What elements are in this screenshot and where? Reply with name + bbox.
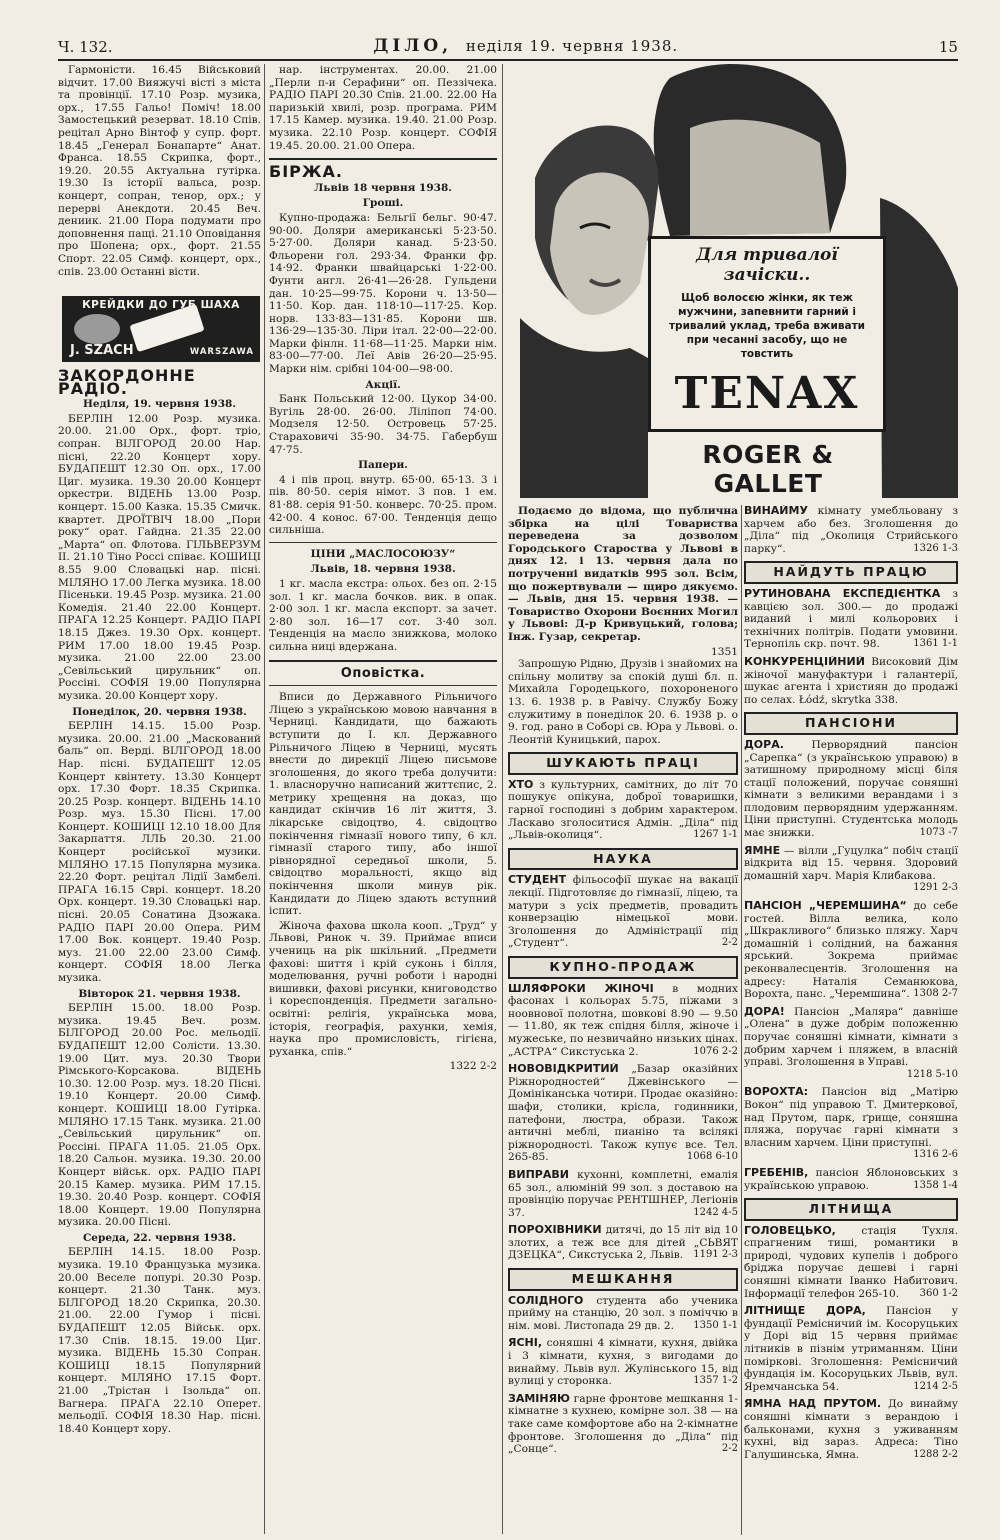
classified-item: ГОЛОВЕЦЬКО, стація Тухля. спрагненим тиші, романтики в природі, чудових купелів і доброго бріджа поручає дешеві і гарні соняшні кімнати Іванко Набитович. Інформації телефон 265-10. 360 1-2: [744, 1224, 958, 1300]
radio-day-text: БЕРЛІН 15.00. 18.00 Розр. музика. 19.45 Веч. розм. БІЛГОРОД 20.00 Рос. мельодії. БУДАПЕШТ 12.00 Солісти. 13.30. 19.00 Цит. муз. 20.30 Твори Рімського-Корсакова. ВІДЕНЬ 10.30. 12.00 Розр. муз. 18.20 Пісні. 19.10 Концерт. 20.00 Симф. концерт. КОШИЦІ 18.00 Гутірка. МІЛЯНО 17.15 Танк. музика. 21.00 „Севільський цирульник“ оп. Россіні. ПРАГА 11.05. 21.05 Орх. 18.20 Сальон. музика. 19.30. 20.00 Концерт військ. орх. РАДІО ПАРІ 20.15 Камер. музика. РИМ 17.15. 19.30. 20.40 Розр. концерт. СОФІЯ 18.00 Концерт. 19.00 Популярна музика. 20.00 Пісні.: [58, 1002, 261, 1229]
tenax-maker: ROGER & GALLET: [702, 440, 834, 498]
notice-school: Жіноча фахова школа кооп. „Труд“ у Львові, Ринок ч. 39. Приймає вписи учениць на рік шкільний. „Предмети фахові: шиття і крій суконь і білля, моделювання, ручні роботи і народні вишивки, фахові рисунки, книговодство і кореспонденція. Предмети загально-освітні: релігія, українська мова, історія, географія, рахунки, хемія, наука про промисловість, гігієна, руханка, спів.“: [269, 919, 497, 1058]
column-classifieds-right: [744, 505, 958, 1535]
tenax-brand: TENAX: [674, 368, 860, 419]
radio-day-title: Неділя, 19. червня 1938.: [83, 398, 236, 411]
classified-item: ЯСНІ, соняшні 4 кімнати, кухня, двійка і 3 кімнати, кухня, з вигодами до винайму. Львів вул. Жулінського 15, від вулиці у сторонка. 1357 1-2: [508, 1337, 738, 1388]
divider: [269, 542, 497, 543]
radio-continuation: нар. інструментах. 20.00. 21.00 „Перли п-и Серафини“ оп. Пеззічека. РАДІО ПАРІ 20.30 Спів. 21.00. 22.00 На паризькій хвилі, розр. програма. РИМ 17.15 Камер. музика. 19.40. 21.00 Розр. музика. 22.10 Розр. концерт. СОФІЯ 19.45. 20.00. 21.00 Опера.: [269, 64, 497, 152]
classified-item: ПОРОХІВНИКИ дитячі, до 15 літ від 10 злотих, а теж все для дітей „СЬВЯТ ДЗЕЦКА“, Сикстуська 2, Львів. 1191 2-3: [508, 1224, 738, 1262]
money-title: Гроші.: [362, 197, 404, 210]
header-summer: ЛІТНИЩА: [744, 1198, 958, 1221]
classified-item: НОВОВІДКРИТИЙ „Базар оказійних Ріжнородностей“ Джевінського — Домініканська чотири. Продає оказійно: шафи, столики, крісла, годинники, патефони, люстра, образи. Також античні меблі, пианіно та всілякі ріжнородності. Також купує все. Тел. 265-85. 1068 6-10: [508, 1063, 738, 1164]
divider: [269, 158, 497, 160]
classified-item: СТУДЕНТ фільософії шукає на вакації лекції. Підготовляє до гімназії, ліцею, та матури з усіх предметів, провадить конверзацію німецької мови. Зголошення до Адміністрації під „Студент“. 2-2: [508, 874, 738, 950]
header-pensions: ПАНСІОНИ: [744, 712, 958, 735]
money-text: Купно-продажа: Бельгії бельг. 90·47. 90·00. Доляри американські 5·23·50. 5·27·00. Доляри канад. 5·23·50. Фльорени гол. 293·34. Франки фр. 14·92. Франки швайцарські 1·22·00. Фунти англ. 26·41—26·28. Гульдени дан. 10·25—99·75. Корони ч. 13·50—11·50. Кор. дан. 118·10—117·25. Кор. норв. 133·83—131·85. Корони шв. 136·29—135·30. Ліри італ. 22·00—22·00. Марки фінлн. 11·68—11·25. Марки нім. 83·00—77·00. Леї Авів 26·20—25·95. Марки нім. срібні 104·00—98·00.: [269, 211, 497, 376]
stocks-title: Акції.: [365, 378, 401, 391]
classified-item: ЯМНА НАД ПРУТОМ. До винайму соняшні кімнати з верандою і бальконами, кухня з уживанням кухні, від зараз. Адреса: Тіно Галушинська, Ямна. 1288 2-2: [744, 1398, 958, 1461]
classified-item: ХТО з культурних, самітних, до літ 70 пошукує опікуна, доброї товаришки, гарної господині з добрим характером. Ласкаво зголоситися Адмін. „Діла“ під „Львів-околиця“. 1267 1-1: [508, 778, 738, 842]
lipstick-ad-brand: J. SZACH: [70, 343, 134, 358]
lipstick-ad: [62, 296, 260, 362]
lipstick-ad-city: WARSZAWA: [189, 347, 254, 357]
notice-ref: 1322 2-2: [449, 1060, 497, 1073]
page-number: 15: [938, 38, 958, 56]
opening-notice: Подаємо до відома, що публична збірка на цілі Товариства переведена за дозволом Городського Староства у Львові в днях 12. і 13. червня дала по потрученні видатків 995 зол. Всім, що пожертвували — щиро дякуємо. — Львів, дня 15. червня 1938. — Товариство Охорони Воєнних Могил у Львові: Д-р Кривуцький, голова; Інж. Гузар, секретар.: [508, 505, 738, 643]
classified-item: ШЛЯФРОКИ ЖІНОЧІ в модних фасонах і кольорах 5.75, піжами з ноовнової полотна, шовкові 8.90 — 9.50 — 11.80, як теж спідня білля, жіноче і мужеське, по незвичайно низьких цінах. „АСТРА“ Сикстуська 2. 1076 2-2: [508, 982, 738, 1058]
classified-item: ВИНАЙМУ кімнату умебльовану з харчем або без. Зголошення до „Діла“ під „Околиця Стрийського парку“. 1326 1-3: [744, 505, 958, 555]
header-find-work: НАЙДУТЬ ПРАЦЮ: [744, 561, 958, 584]
papers-text: 4 і пів проц. внутр. 65·00. 65·13. 3 і пів. 80·50. серія німот. 3 пов. 1 ем. 81·88. серія 91·50. конверс. 70·25. пром. 42·00. 4 конос. 67·00. Тенденція дещо сильніша.: [269, 473, 497, 537]
classified-item: КОНКУРЕНЦІЙНИЙ Високовий Дім жіночої мануфактури і галантерії, шукає агента і християн до продажі по селах. Łódź, skrytka 338.: [744, 655, 958, 706]
lipstick-tube-icon: [129, 304, 204, 352]
memorial-notice: Запрошую Рідню, Друзів і знайомих на спільну молитву за спокій душі бл. п. Михайла Городецького, похороненого 13. 6. 1938 р. в Равічу. Службу Божу служитиму в понеділок 20. 6. 1938 р. о 9. год. рано в Соборі св. Юра у Львові. о. Леонтій Куницький, парох.: [508, 658, 738, 746]
foreign-radio-title: ЗАКОРДОННЕ РАДІО.: [58, 366, 196, 398]
radio-day-text: БЕРЛІН 14.15. 15.00 Розр. музика. 20.00. 21.00 „Маскований баль“ оп. Верді. ВІЛГОРОД 18.00 Нар. пісні. БУДАПЕШТ 12.05 Концерт квінтету. 13.30 Концерт орх. 17.30 Форт. 18.35 Скрипка. 20.25 Розр. концерт. ВІДЕНЬ 14.10 Розр. муз. 15.30 Пісні. 17.00 Концерт. КОШИЦІ 12.10 18.00 Для Закарпаття. ЛЛЬ 20.30. 21.00 Концерт російської музики. МІЛЯНО 17.15 Популярна музика. 22.20 Форт. рецітал Лідії Замбелі. ПРАГА 16.15 Сврі. концерт. 18.20 Орх. концерт. 19.30 Словацькі нар. пісні. 20.05 Сонатина Дзожака. РАДІО ПАРІ 20.00 Опера. РИМ 17.00 Вок. концерт. 19.40 Розр. муз. 21.00 22.00 23.00 Симф. концерт. СОФІЯ 18.00 Легка музика.: [58, 720, 261, 984]
classified-item: ПАНСІОН „ЧЕРЕМШИНА“ до себе гостей. Вілла велика, коло „Шкракливого“ близько пляжу. Харч домашній і солідний, на бажання ярський. Зокрема приймає реконвалесцентів. Зголошення на адресу: Наталія Семанюкова, Ворохта, панс. „Черемшина“. 1308 2-7: [744, 900, 958, 1001]
woman-shoulder-icon: [520, 318, 648, 498]
tenax-text: Щоб волосєю жінки, як теж мужчини, запевнити гарний і тривалий уклад, треба вживати при чесанні засобу, що не товстить: [668, 292, 866, 360]
lipstick-ad-headline: КРЕЙДКИ ДО ГУБ ШАХА: [82, 299, 240, 311]
divider: [269, 660, 497, 662]
divider: [269, 685, 497, 686]
prices-title: ЦІНИ „МАСЛОСОЮЗУ“: [310, 547, 456, 560]
masthead: [58, 30, 958, 61]
exchange-date: Львів 18 червня 1938.: [314, 181, 452, 194]
tenax-title: Для тривалої зачіски..: [696, 245, 838, 285]
opening-ref: 1351: [711, 645, 738, 658]
header-trade: КУПНО-ПРОДАЖ: [508, 956, 738, 979]
classified-item: ДОРА. Перворядний пансіон „Сарепка“ (з українською управою) в затишному природному місці біля стації положений, поручає соняшні кімнати з великими верандами і з плодовим перворядним удержанням. Ціни приступні. Студентська молодь має знижки. 1073 -7: [744, 738, 958, 840]
radio-day-text: БЕРЛІН 12.00 Розр. музика. 20.00. 21.00 Орх., форт. тріо, сопран. ВІЛГОРОД 20.00 Нар. пісні, 22.20 Концерт хору. БУДАПЕШТ 12.30 Оп. орх., 17.00 Циг. музика. 19.30 20.00 Концерт оркестри. ВІДЕНЬ 13.00 Розр. концерт. 15.00 Казка. 15.35 Смичк. квартет. ДРОЇТВІЧ 18.00 „Пори року“ орат. Гайдна. 21.35 22.00 „Марта“ оп. Флотова. ГІЛЬВЕРЗУМ II. 21.10 Тіно Россі співає. КОШИЦІ 8.55 9.00 Словацькі нар. пісні. МІЛЯНО 17.00 Легка музика. 18.00 Пісеньки. 19.45 Розр. музика. 21.00 Комедія. 21.40 22.00 Концерт. ПРАГА 12.25 Концерт. РАДІО ПАРІ 18.15 Джез. 19.30 Орх. концерт. РИМ 17.00 18.00 19.45 Розр. музика. 21.00 22.00 23.00 „Севільський цирульник“ оп. Россіні. СОФІЯ 19.00 Популярна музика. 20.00 Концерт хору.: [58, 412, 261, 702]
radio-day-title: Вівторок 21. червня 1938.: [78, 987, 241, 1000]
classified-item: РУТИНОВАНА ЕКСПЕДІЄНТКА з кавцією зол. 300.— до продажі виданий і милі кольорових і технічних політрів. Подати умовини. Тернопіль скр. почт. 98. 1361 1-1: [744, 587, 958, 651]
issue-number: Ч. 132.: [58, 38, 113, 56]
classified-item: СОЛІДНОГО студента або ученика прийму на станцію, 20 зол. з поміччю в нім. мові. Листопада 29 дв. 2. 1350 1-1: [508, 1294, 738, 1332]
man-shoulder-icon: [880, 198, 958, 498]
header-seek-work: ШУКАЮТЬ ПРАЦІ: [508, 752, 738, 775]
masthead-center: [373, 36, 678, 56]
notices-title: Оповістка.: [340, 665, 426, 681]
tenax-text-box: [648, 236, 886, 432]
radio-day-text: БЕРЛІН 14.15. 18.00 Розр. музика. 19.10 Французька музика. 20.00 Веселе попурі. 20.30 Розр. концерт. 21.30 Танк. муз. БІЛГОРОД 18.20 Скрипка, 20.30. 21.00. 22.00 Гумор і пісні. БУДАПЕШТ 12.05 Військ. орх. 17.30 Спів. 18.15. 19.00 Циг. музика. ВІДЕНЬ 15.30 Сопран. КОШИЦІ 18.15 Популярний концерт. МІЛЯНО 17.15 Форт. 21.00 „Трістан і Ізольда“ оп. Вагнера. ПРАГА 22.10 Оперет. мельодії. СОФІЯ 18.30 Нар. пісні. 18.40 Концерт хору.: [58, 1246, 261, 1435]
column-rule: [502, 64, 503, 1534]
header-science: НАУКА: [508, 848, 738, 871]
prices-text: 1 кг. масла екстра: ольох. без оп. 2·15 зол. 1 кг. масла бочков. вик. в опак. 2·00 зол. 1 кг. масла експорт. за зачет. 2·80 зол. 16—17 сот. 3·40 зол. Тенденція на масло знижкова, молоко сильна ниці вдержана.: [269, 577, 497, 653]
classified-item: ДОРА! Пансіон „Маляра“ давніше „Олена“ в дуже добрім положенню поручає соняшні кімнати, кімнати з добрим харчем і пляжем, в власній управі. Зголошення в Управі. 1218 5-10: [744, 1005, 958, 1080]
radio-intro: Гармоністи. 16.45 Військовий відчит. 17.00 Вияжучі вісті з міста та провінції. 17.10 Розр. музика, орх., 17.55 Гальо! Поміч! 18.00 Замостецький резерват. 18.10 Спів. рецітал Арно Вінтоф у супр. форт. 18.45 „Генерал Бонапарте“ Анат. Франса. 18.55 Скрипка, форт., 19.20. 20.55 Актуальна гутірка. 19.30 Із історії вальса, розр. концерт, сопран, тенор, орх.; у перерві Анекдоти. 20.45 Веч. дениик. 21.00 Пора подумати про доповнення пащі. 21.10 Оповідання про Шопена; орх., форт. 21.55 Спорт. 22.05 Симф. концерт, орх., спів. 23.00 Останні вісти.: [58, 64, 261, 278]
column-classifieds-left: [508, 505, 738, 1535]
header-housing: МЕШКАННЯ: [508, 1268, 738, 1291]
classified-item: ГРЕБЕНІВ, пансіон Яблоновських з українською управою. 1358 1-4: [744, 1166, 958, 1192]
papers-title: Папери.: [358, 459, 408, 472]
classified-item: ЛІТНИЩЕ ДОРА, Пансіон у фундації Ремісничий ім. Косоруцьких у Дорі від 15 червня приймає літників в пізнім утриманням. Ціни поміркові. Зголошення: Ремісничий фундація ім. Косоруцьких Львів, вул. Яремчанська 54. 1214 2-5: [744, 1305, 958, 1393]
column-rule: [741, 505, 742, 1535]
woman-face-icon: [550, 173, 649, 315]
classified-item: ВИПРАВИ кухонні, комплетні, емалія 65 зол., алюміній 99 зол. з доставою на провінцію поручає РЕНТШНЕР, Легіонів 37. 1242 4-5: [508, 1168, 738, 1219]
radio-day-title: Понеділок, 20. червня 1938.: [72, 705, 247, 718]
tenax-ad: [520, 58, 958, 498]
issue-date: неділя 19. червня 1938.: [465, 37, 679, 55]
paper-name: ДІЛО,: [373, 36, 453, 56]
column-rule: [264, 64, 265, 1534]
classified-item: ЗАМІНЯЮ гарне фронтове мешкання 1-кімнатне з кухнею, комірне зол. 38 — на таке саме комфортове або на 2-кімнатне фронтове. Зголошення до „Діла“ під „Сонце“. 2-2: [508, 1392, 738, 1456]
column-exchange: [269, 64, 497, 1534]
stocks-text: Банк Польський 12·00. Цукор 34·00. Вугіль 28·00. 26·00. Ліліпоп 74·00. Модзеля 12·50. Островець 57·25. Стараховичі 35·90. 34·75. Габербуш 47·75.: [269, 393, 497, 456]
prices-date: Львів, 18. червня 1938.: [310, 563, 456, 576]
woman-face-icon: [74, 314, 120, 344]
notice-lyceum: Вписи до Державного Рільничого Ліцею з українською мовою навчання в Черниці. Кандидати, що бажають вступити до І. кл. Державного Рільничого Ліцею в Черниці, мусять внести до дирекції Ліцею письмове зголошення, до якого треба долучити: 1. власноручно написаний життєпис, 2. метрику хрещення на доказ, що кандидат скінчив 16 літ життя, 3. лікарське свідоцтво, 4. свідоцтво покінчення гімназії нового типу, 6 кл. гімназії старого типу, або іншої рівнорядної середньої школи, 5. свідоцтво моральності, якщо від покінчення школи минув рік. Кандидати до Ліцею здають вступний іспит.: [269, 691, 497, 918]
exchange-title: БІРЖА.: [269, 162, 343, 182]
man-face-icon: [690, 120, 830, 236]
column-radio: [58, 64, 261, 1534]
classified-item: ВОРОХТА: Пансіон від „Матірю Вокон“ під управою Т. Дмитеркової, над Прутом, парк, ґрище, соняшна пляжа, поручає гарні кімнати з власним харчем. Ціни приступні. 1316 2-6: [744, 1086, 958, 1161]
radio-day-title: Середа, 22. червня 1938.: [82, 1231, 237, 1244]
classified-item: ЯМНЕ — вілли „Гуцулка“ побіч стації відкрита від 15. червня. Здоровий домашній харч. Марія Клибакова. 1291 2-3: [744, 844, 958, 894]
